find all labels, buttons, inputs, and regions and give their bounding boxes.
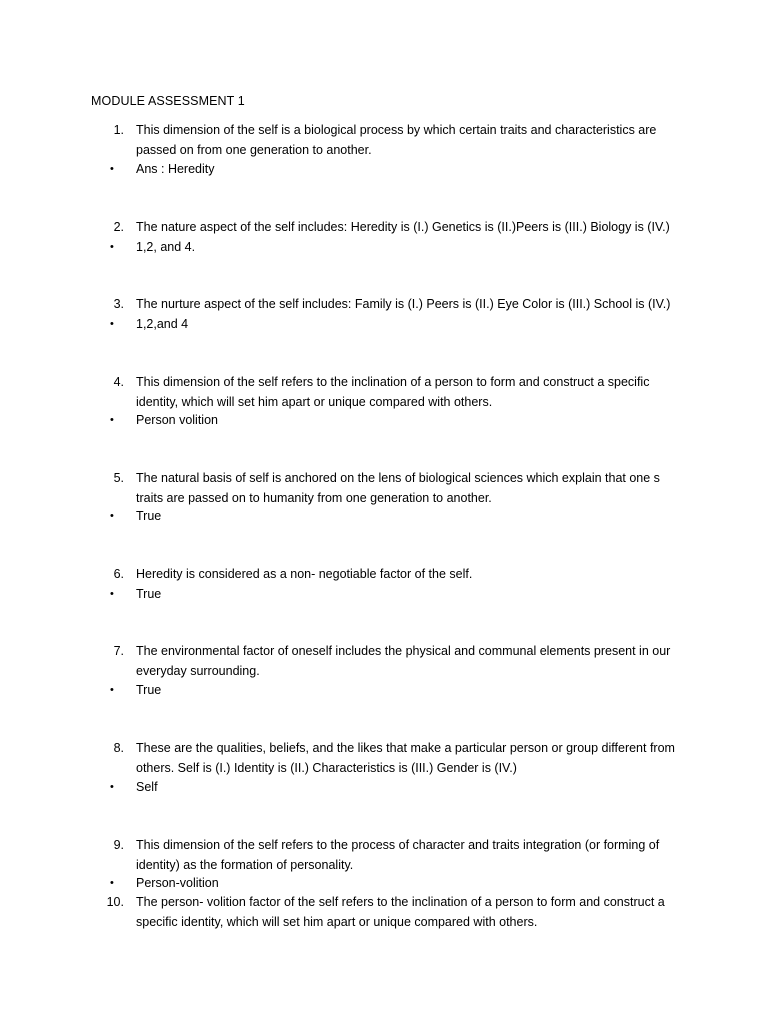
answer-text: True [136,683,162,697]
answer-text: True [136,587,162,601]
answer-text: True [136,509,162,523]
bullet-icon: • [110,588,114,600]
question-text: The nurture aspect of the self includes: Family is (I.) Peers is (II.) Eye Color is (III.) School is (IV.) [136,297,671,311]
question-text: The natural basis of self is anchored on the lens of biological sciences which explain that one s traits are passed on to humanity from one generation to another. [136,471,664,505]
question-number: 9. [113,838,124,852]
bullet-icon: • [110,877,114,889]
answer-text: Ans : Heredity [136,162,215,176]
question-number: 8. [113,741,124,755]
question-number: 6. [113,567,124,581]
answer-text: Person-volition [136,876,219,890]
bullet-icon: • [110,163,114,175]
question-text: Heredity is considered as a non- negotiable factor of the self. [136,567,473,581]
question-number: 1. [113,123,124,137]
question-number: 7. [113,644,124,658]
question-text: This dimension of the self refers to the process of character and traits integration (or forming of identity) as the formation of personality. [136,838,663,872]
bullet-icon: • [110,781,114,793]
question-text: This dimension of the self refers to the inclination of a person to form and construct a specific identity, which will set him apart or unique compared with others. [136,375,653,409]
bullet-icon: • [110,414,114,426]
bullet-icon: • [110,684,114,696]
question-number: 10. [106,895,124,909]
question-number: 4. [113,375,124,389]
bullet-icon: • [110,318,114,330]
answer-text: 1,2,and 4 [136,317,189,331]
question-number: 2. [113,220,124,234]
answer-text: Self [136,780,158,794]
bullet-icon: • [110,241,114,253]
bullet-icon: • [110,510,114,522]
question-number: 3. [113,297,124,311]
question-text: This dimension of the self is a biological process by which certain traits and characteristics are passed on from one generation to another. [136,123,660,157]
document-title: MODULE ASSESSMENT 1 [91,94,245,108]
question-number: 5. [113,471,124,485]
question-text: The environmental factor of oneself includes the physical and communal elements present in our everyday surrounding. [136,644,674,678]
answer-text: Person volition [136,413,218,427]
question-text: The person- volition factor of the self refers to the inclination of a person to form and construct a specific identity, which will set him apart or unique compared with others. [136,895,669,929]
question-text: The nature aspect of the self includes: Heredity is (I.) Genetics is (II.)Peers is (III.) Biology is (IV.) [136,220,670,234]
answer-text: 1,2, and 4. [136,240,196,254]
question-text: These are the qualities, beliefs, and the likes that make a particular person or group different from others. Self is (I.) Identity is (II.) Characteristics is (III.) Gender is (IV.) [136,741,679,775]
